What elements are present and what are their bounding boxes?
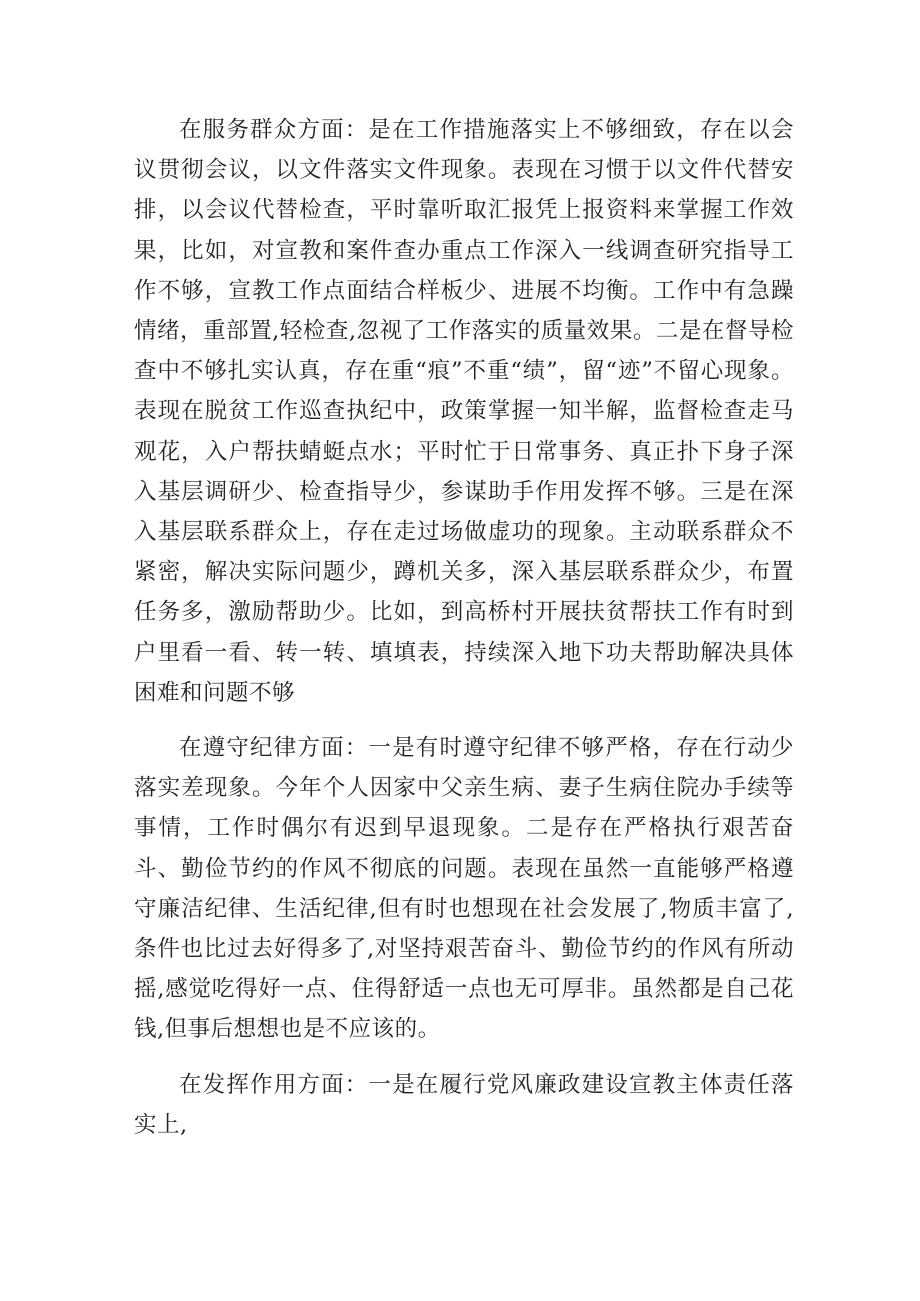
document-body bbox=[134, 110, 794, 1145]
paragraph-discipline: 在遵守纪律方面：一是有时遵守纪律不够严格，存在行动少落实差现象。今年个人因家中父亲生病、妻子生病住院办手续等事情，工作时偶尔有迟到早退现象。二是存在严格执行艰苦奋斗、勤俭节约的作风不彻底的问题。表现在虽然一直能够严格遵守廉洁纪律、生活纪律,但有时也想现在社会发展了,物质丰富了,条件也比过去好得多了,对坚持艰苦奋斗、勤俭节约的作风有所动摇,感觉吃得好一点、住得舒适一点也无可厚非。虽然都是自己花钱,但事后想想也是不应该的。 bbox=[134, 735, 794, 1043]
paragraph-role: 在发挥作用方面：一是在履行党风廉政建设宣教主体责任落实上, bbox=[134, 1071, 794, 1138]
paragraph-service-masses: 在服务群众方面：是在工作措施落实上不够细致，存在以会议贯彻会议，以文件落实文件现象。表现在习惯于以文件代替安排，以会议代替检查，平时靠听取汇报凭上报资料来掌握工作效果，比如，对宣教和案件查办重点工作深入一线调查研究指导工作不够，宣教工作点面结合样板少、进展不均衡。工作中有急躁情绪，重部置,轻检查,忽视了工作落实的质量效果。二是在督导检查中不够扎实认真，存在重“痕”不重“绩”，留“迹”不留心现象。表现在脱贫工作巡查执纪中，政策掌握一知半解，监督检查走马观花，入户帮扶蜻蜓点水；平时忙于日常事务、真正扑下身子深入基层调研少、检查指导少，参谋助手作用发挥不够。三是在深入基层联系群众上，存在走过场做虚功的现象。主动联系群众不紧密，解决实际问题少，蹲机关多，深入基层联系群众少，布置任务多，激励帮助少。比如，到高桥村开展扶贫帮扶工作有时到户里看一看、转一转、填填表，持续深入地下功夫帮助解决具体困难和问题不够 bbox=[134, 117, 794, 706]
